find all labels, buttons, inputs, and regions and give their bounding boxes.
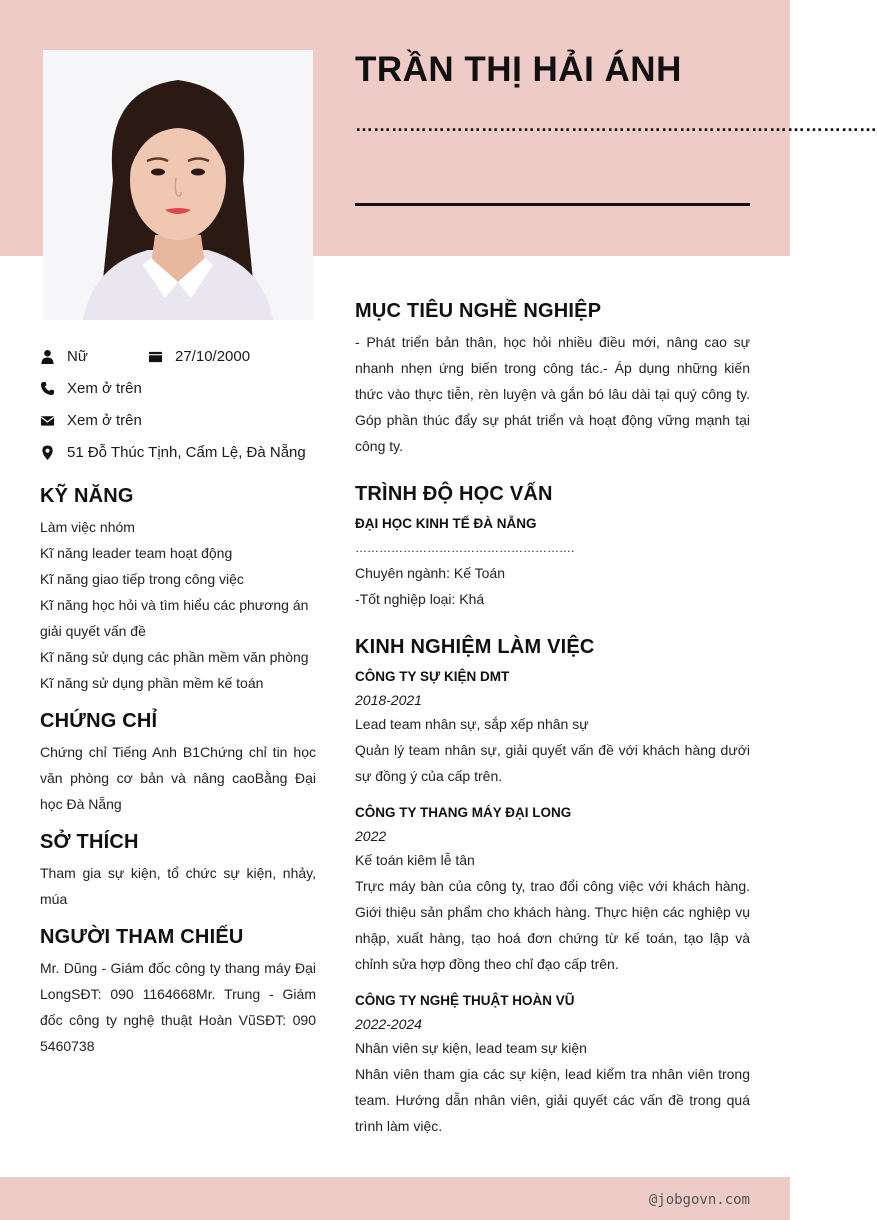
contact-row-email	[40, 404, 330, 436]
profile-photo	[43, 50, 313, 320]
email-value: Xem ở trên	[67, 411, 142, 429]
candidate-name: TRẦN THỊ HẢI ÁNH	[355, 50, 682, 89]
certificates-text: Chứng chỉ Tiếng Anh B1Chứng chỉ tin học văn phòng cơ bản và nâng caoBằng Đại học Đà Nẵng	[40, 744, 316, 812]
skill-item: Kĩ năng leader team hoạt động	[40, 545, 233, 561]
experience-section	[355, 636, 750, 1139]
hobbies-text: Tham gia sự kiện, tổ chức sự kiện, nhảy, múa	[40, 865, 316, 907]
skill-item: Kĩ năng giao tiếp trong công việc	[40, 571, 244, 587]
references-section	[40, 926, 316, 1059]
contact-info	[40, 340, 330, 468]
skill-item: Kĩ năng sử dụng phần mềm kế toán	[40, 675, 264, 691]
job-company: CÔNG TY NGHỆ THUẬT HOÀN VŨ	[355, 993, 575, 1008]
skill-item: Làm việc nhóm	[40, 519, 135, 535]
hobbies-title: SỞ THÍCH	[40, 831, 139, 853]
phone-value: Xem ở trên	[67, 379, 142, 397]
job-description: Nhân viên tham gia các sự kiện, lead kiểm tra nhân viên trong team. Hướng dẫn nhân viên, giải quyết các vấn đề trong quá trình làm việc.	[355, 1066, 750, 1134]
objective-title: MỤC TIÊU NGHỀ NGHIỆP	[355, 300, 602, 322]
education-school: ĐẠI HỌC KINH TẾ ĐÀ NẴNG	[355, 516, 537, 531]
birthday-value: 27/10/2000	[175, 347, 251, 365]
education-title: TRÌNH ĐỘ HỌC VẤN	[355, 483, 553, 505]
watermark-text[interactable]: @jobgovn.com	[648, 1192, 750, 1208]
education-time: ……………………………………………….	[355, 541, 575, 555]
job-description: Quản lý team nhân sự, giải quyết vấn đề với khách hàng dưới sự đồng ý của cấp trên.	[355, 742, 750, 784]
address-value: 51 Đỗ Thúc Tịnh, Cẩm Lệ, Đà Nẵng	[67, 443, 306, 461]
skills-title: KỸ NĂNG	[40, 485, 134, 507]
job-entry	[355, 665, 750, 789]
skill-item: Kĩ năng sử dụng các phần mềm văn phòng	[40, 649, 309, 665]
experience-title: KINH NGHIỆM LÀM VIỆC	[355, 636, 595, 658]
job-period: 2022	[355, 828, 387, 844]
objective-text: - Phát triển bản thân, học hỏi nhiều điều mới, nâng cao sự nhanh nhẹn ứng biến trong công tác.- Áp dụng những kiến thức vào thực tiễn, rèn luyện và gắn bó lâu dài tại quý công ty. Góp phần thúc đẩy sự phát triển và hoạt động vững mạnh tại công ty.	[355, 334, 750, 454]
job-period: 2018-2021	[355, 692, 422, 708]
job-role: Nhân viên sự kiện, lead team sự kiện	[355, 1040, 587, 1056]
skill-item: Kĩ năng học hỏi và tìm hiểu các phương án giải quyết vấn đề	[40, 597, 309, 639]
hobbies-section	[40, 831, 316, 912]
education-section	[355, 483, 750, 612]
position-placeholder: ……………………………………………………………………………	[355, 115, 877, 135]
gender-value: Nữ	[67, 347, 88, 365]
job-role: Kế toán kiêm lễ tân	[355, 852, 475, 868]
phone-icon	[40, 379, 55, 397]
skills-list	[40, 514, 316, 696]
contact-row-personal	[40, 340, 330, 372]
portrait-illustration	[43, 50, 313, 320]
gender-field	[40, 347, 148, 365]
job-period: 2022-2024	[355, 1016, 422, 1032]
job-entry	[355, 801, 750, 977]
calendar-icon	[148, 347, 163, 365]
objective-section	[355, 300, 750, 459]
title-divider	[355, 203, 750, 206]
education-major: Chuyên ngành: Kế Toán	[355, 565, 505, 581]
references-title: NGƯỜI THAM CHIẾU	[40, 926, 244, 948]
contact-row-address	[40, 436, 330, 468]
person-icon	[40, 347, 55, 365]
right-column	[355, 300, 750, 1163]
left-column	[40, 485, 316, 1073]
job-company: CÔNG TY THANG MÁY ĐẠI LONG	[355, 805, 572, 820]
job-role: Lead team nhân sự, sắp xếp nhân sự	[355, 716, 589, 732]
email-icon	[40, 411, 55, 429]
education-grade: -Tốt nghiệp loại: Khá	[355, 591, 485, 607]
certificates-section	[40, 710, 316, 817]
certificates-title: CHỨNG CHỈ	[40, 710, 158, 732]
contact-row-phone	[40, 372, 330, 404]
job-entry	[355, 989, 750, 1139]
skills-section	[40, 485, 316, 696]
job-company: CÔNG TY SỰ KIỆN DMT	[355, 669, 510, 684]
location-pin-icon	[40, 443, 55, 461]
references-text: Mr. Dũng - Giám đốc công ty thang máy Đại LongSĐT: 090 1164668Mr. Trung - Giám đốc công ty nghệ thuật Hoàn VũSĐT: 090 5460738	[40, 960, 316, 1054]
job-description: Trực máy bàn của công ty, trao đổi công việc với khách hàng. Giới thiệu sản phẩm cho khách hàng. Thực hiện các nghiệp vụ nhập, xuất hàng, tạo hoá đơn chứng từ kế toán, tạo lập và chỉnh sửa hợp đồng theo chỉ đạo cấp trên.	[355, 878, 750, 972]
